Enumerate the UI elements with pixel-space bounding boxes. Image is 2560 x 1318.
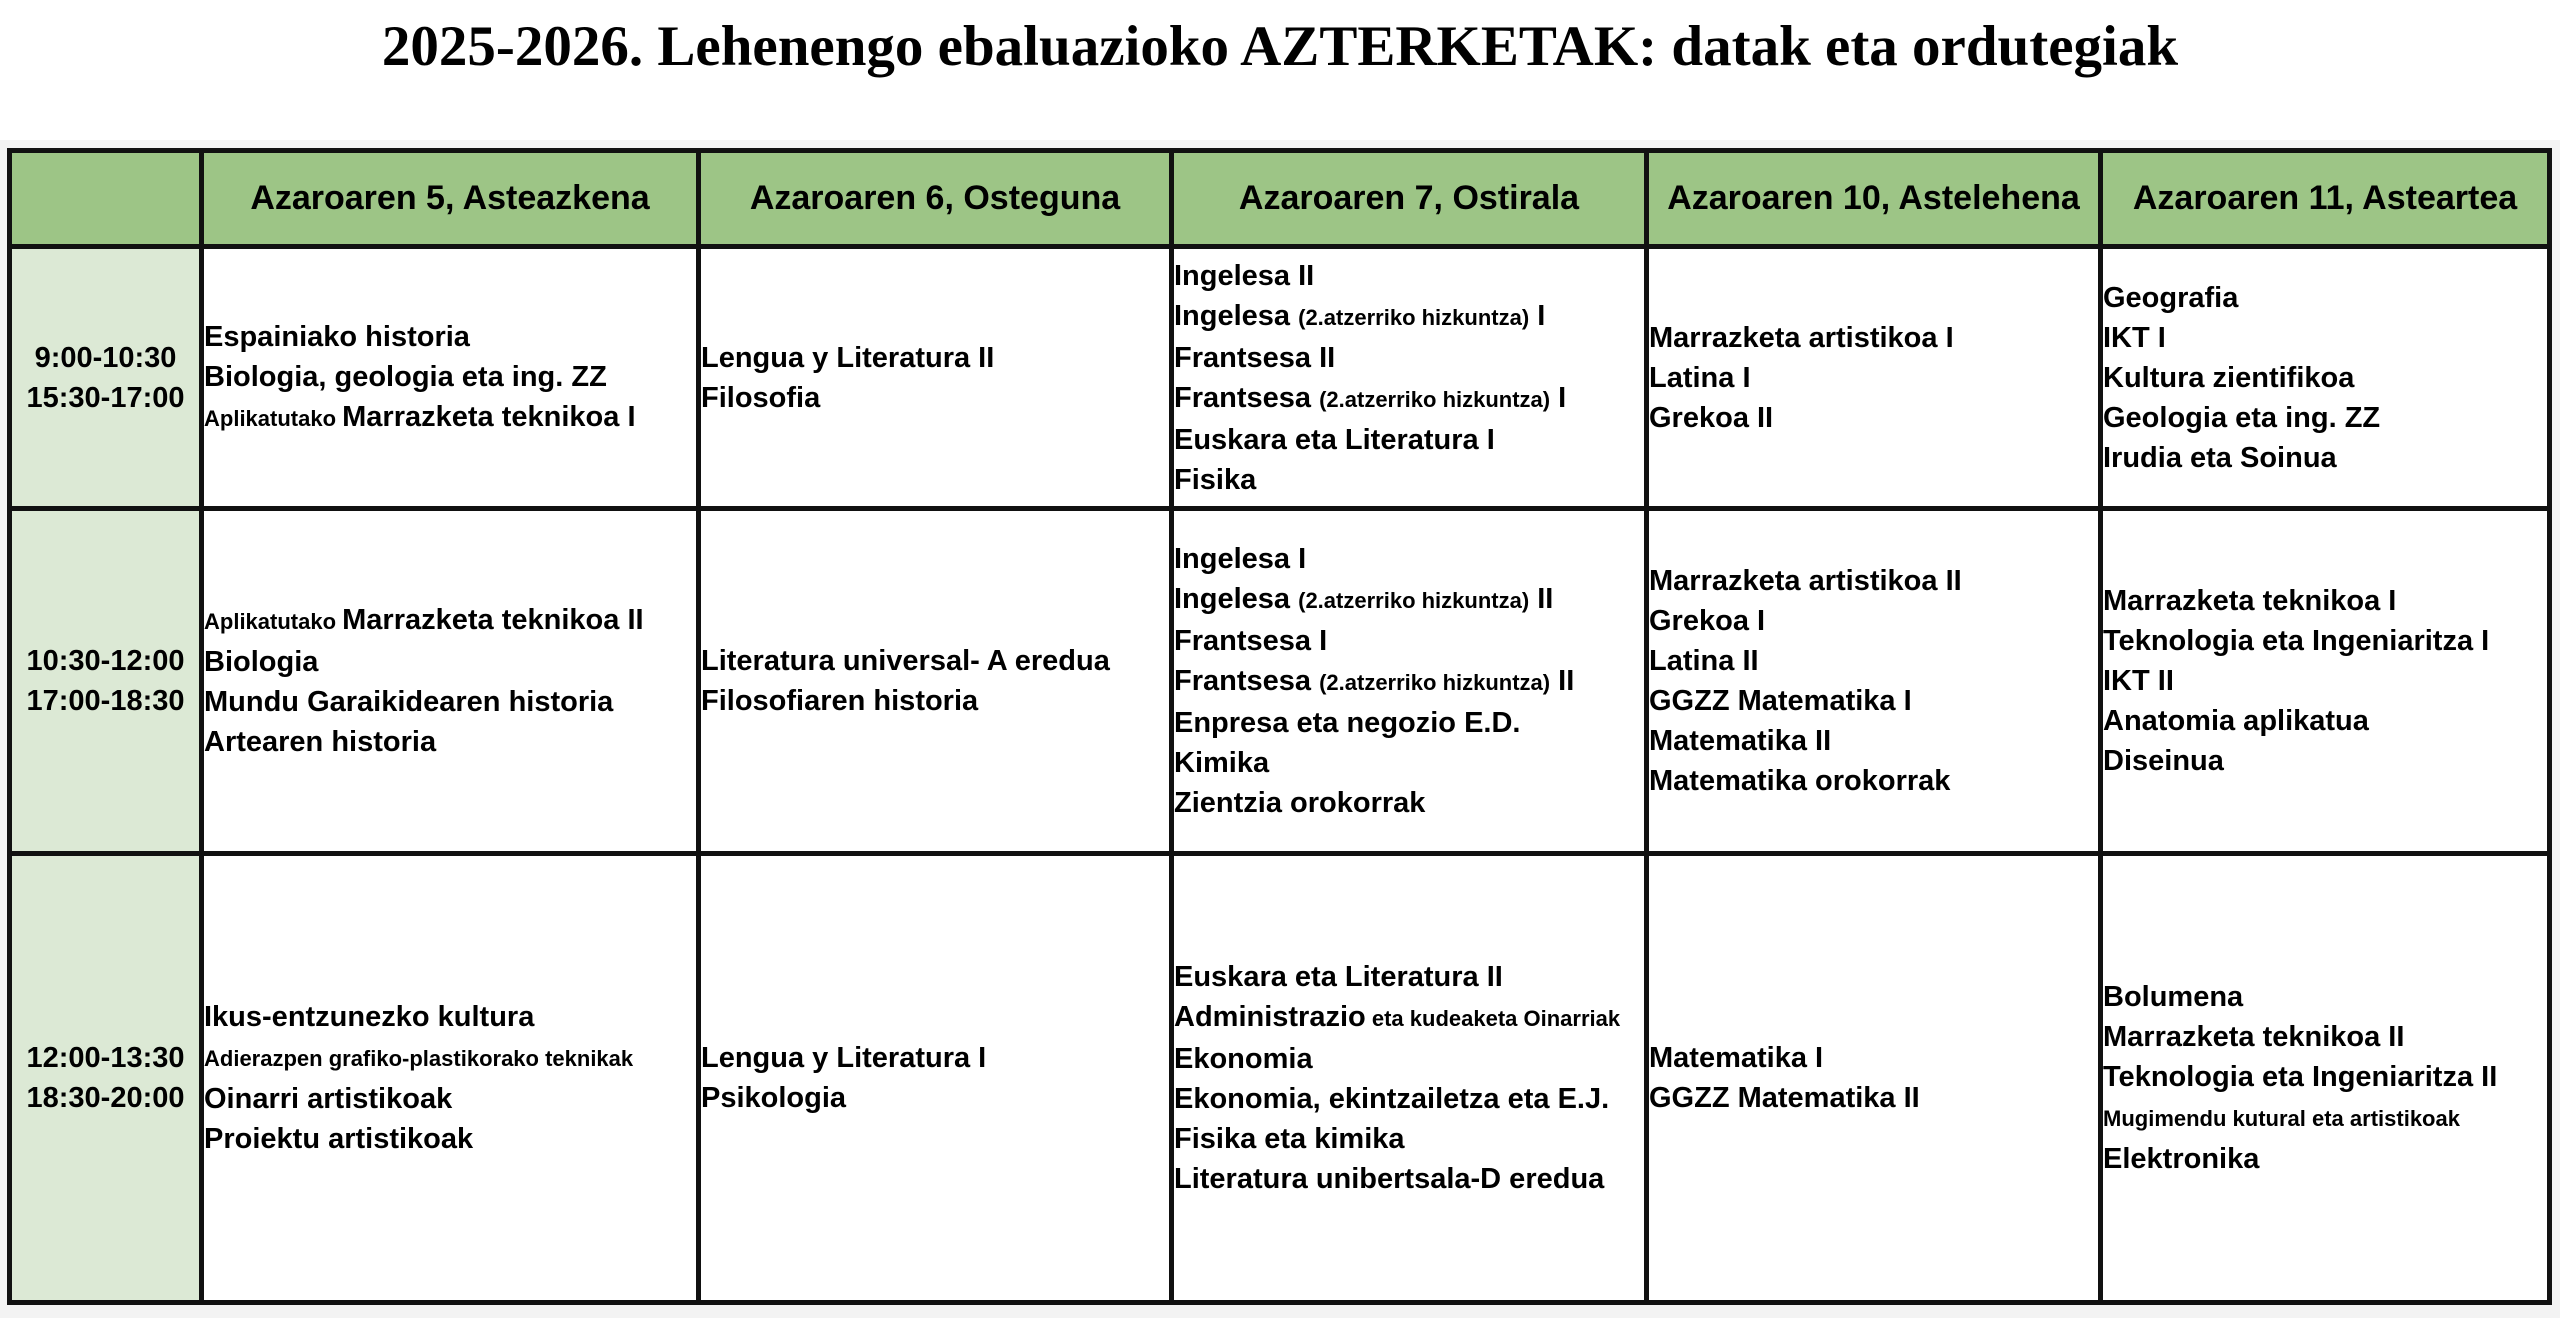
exam-cell [202,247,699,509]
exam-subject [1174,460,1644,500]
exam-subject [204,600,696,642]
exam-subject [1649,681,2098,721]
exam-subject-text: IKT II [2103,665,2174,697]
exam-subject [1174,957,1644,997]
exam-subject-text: II [1550,665,1575,697]
exam-subject-text: Teknologia eta Ingeniaritza I [2103,625,2490,657]
exam-subject-text: Ingelesa [1174,299,1299,332]
exam-subject [2103,1057,2547,1097]
exam-subject-text: Irudia eta Soinua [2103,441,2337,474]
exam-subject [2103,278,2547,318]
exam-subject-text: Biologia, geologia eta ing. ZZ [204,360,607,393]
exam-subject-text: Marrazketa teknikoa I [342,400,636,433]
exam-subject [1174,256,1644,296]
exam-subject-text: IKT I [2103,321,2166,354]
exam-subject-text: Ingelesa II [1174,259,1315,292]
exam-subject-text: (2.atzerriko hizkuntza) [1298,588,1530,613]
exam-subject [1649,721,2098,761]
exam-subject [204,722,696,762]
day-header-1: Azaroaren 5, Asteazkena [202,151,699,247]
exam-subject [701,681,1169,721]
exam-subject-text: GGZZ Matematika II [1649,1082,1920,1114]
exam-cell [2101,509,2550,854]
exam-subject [1649,358,2098,398]
exam-subject [1649,1078,2098,1118]
exam-cell [1172,509,1647,854]
exam-subject-text: Anatomia aplikatua [2103,705,2369,737]
morning-time: 12:00-13:30 [26,1042,185,1074]
time-slot-label [10,509,202,854]
exam-subject-text: Ekonomia [1174,1043,1313,1075]
exam-subject-text: Geografia [2103,281,2239,314]
exam-subject [1649,1038,2098,1078]
exam-subject [2103,398,2547,438]
exam-subject-text: Latina II [1649,645,1759,677]
day-header-2: Azaroaren 6, Osteguna [699,151,1172,247]
afternoon-time: 18:30-20:00 [26,1082,185,1114]
exam-subject [1174,539,1644,579]
exam-subject [1174,378,1644,420]
exam-subject [2103,661,2547,701]
exam-subject [2103,1017,2547,1057]
exam-subject-text: Matematika orokorrak [1649,765,1951,797]
exam-subject [1174,661,1644,703]
exam-subject-text: Aplikatutako [204,405,343,431]
exam-subject-text: Marrazketa teknikoa I [2103,585,2397,617]
exam-subject-text: Filosofia [701,381,821,414]
exam-subject-text: Zientzia orokorrak [1174,787,1426,819]
exam-subject-text: Euskara eta Literatura I [1174,423,1495,456]
exam-subject [1174,579,1644,621]
exam-subject [1174,1039,1644,1079]
exam-subject [1174,703,1644,743]
exam-subject-text: Filosofiaren historia [701,685,979,717]
exam-subject [2103,701,2547,741]
exam-subject-text: Literatura universal- A eredua [701,645,1110,677]
exam-subject-text: Mugimendu kutural eta artistikoak [2103,1106,2460,1131]
exam-subject-text: Matematika I [1649,1042,1824,1074]
exam-subject-text: Aplikatutako [204,609,343,634]
exam-subject-text: Bolumena [2103,981,2244,1013]
exam-subject [204,997,696,1037]
exam-subject-text: Frantsesa [1174,665,1320,697]
exam-subject-text: Literatura unibertsala-D eredua [1174,1163,1605,1195]
exam-subject-text: I [1529,299,1546,332]
exam-subject [2103,581,2547,621]
exam-subject [204,317,696,357]
day-header-3: Azaroaren 7, Ostirala [1172,151,1647,247]
exam-subject-text: Grekoa II [1649,401,1774,434]
exam-subject-text: Matematika II [1649,725,1832,757]
exam-subject [204,1037,696,1079]
exam-subject-text: (2.atzerriko hizkuntza) [1298,304,1530,330]
exam-cell [1647,509,2101,854]
exam-schedule-table [7,148,2552,1305]
exam-subject [204,682,696,722]
time-slot-row-3 [10,854,2550,1303]
exam-subject [1174,1159,1644,1199]
exam-subject [204,357,696,397]
morning-time: 9:00-10:30 [34,341,177,374]
exam-subject [2103,1139,2547,1179]
exam-subject-text: Teknologia eta Ingeniaritza II [2103,1061,2498,1093]
exam-subject [2103,318,2547,358]
exam-subject-text: Frantsesa II [1174,341,1336,374]
afternoon-time: 15:30-17:00 [26,381,185,414]
exam-subject [1174,783,1644,823]
exam-subject [1649,398,2098,438]
exam-subject-text: Grekoa I [1649,605,1766,637]
exam-subject-text: Diseinua [2103,745,2224,777]
exam-subject-text: Frantsesa [1174,381,1320,414]
exam-subject-text: Enpresa eta negozio E.D. [1174,707,1521,739]
exam-subject-text: Espainiako historia [204,320,470,353]
exam-subject-text: Oinarri artistikoak [204,1083,453,1115]
exam-subject-text: Geologia eta ing. ZZ [2103,401,2381,434]
exam-subject-text: GGZZ Matematika I [1649,685,1912,717]
exam-subject [1174,1119,1644,1159]
exam-subject [2103,358,2547,398]
exam-subject-text: Ingelesa [1174,583,1299,615]
exam-subject [701,1078,1169,1118]
corner-cell [10,151,202,247]
exam-subject [1174,420,1644,460]
exam-subject-text: (2.atzerriko hizkuntza) [1319,386,1551,412]
exam-cell [1647,854,2101,1303]
exam-cell [202,854,699,1303]
exam-subject-text: Euskara eta Literatura II [1174,961,1503,993]
exam-subject [2103,621,2547,661]
exam-subject [204,1119,696,1159]
exam-subject-text: Lengua y Literatura I [701,1042,987,1074]
exam-subject-text: Elektronika [2103,1143,2260,1175]
time-slot-row-2 [10,509,2550,854]
exam-subject [701,338,1169,378]
page-title: 2025-2026. Lehenengo ebaluazioko AZTERKETAK: datak eta ordutegiak [381,14,2179,78]
exam-cell [699,854,1172,1303]
exam-subject [1174,743,1644,783]
header-row [10,151,2550,247]
exam-subject-text: Marrazketa artistikoa II [1649,565,1962,597]
exam-subject-text: Marrazketa teknikoa II [2103,1021,2405,1053]
exam-subject [204,397,696,439]
afternoon-time: 17:00-18:30 [26,685,185,717]
exam-subject-text: Kimika [1174,747,1270,779]
exam-cell [2101,247,2550,509]
time-slot-label [10,247,202,509]
exam-subject-text: Mundu Garaikidearen historia [204,686,614,718]
exam-subject-text: eta E.J. [1507,1083,1610,1115]
exam-subject-text: Frantsesa I [1174,625,1328,657]
time-slot-label [10,854,202,1303]
exam-cell [699,509,1172,854]
exam-subject-text: Marrazketa teknikoa II [342,604,644,636]
exam-subject-text: Marrazketa artistikoa I [1649,321,1954,354]
exam-subject [1649,561,2098,601]
exam-subject-text: I [1550,381,1567,414]
exam-subject-text: Latina I [1649,361,1751,394]
day-header-4: Azaroaren 10, Astelehena [1647,151,2101,247]
exam-subject [1649,318,2098,358]
exam-subject-text: (2.atzerriko hizkuntza) [1319,670,1551,695]
exam-subject-text: Kultura zientifikoa [2103,361,2355,394]
exam-subject [2103,977,2547,1017]
exam-subject [1174,997,1644,1039]
exam-subject [701,378,1169,418]
exam-subject [701,641,1169,681]
exam-subject [2103,1097,2547,1139]
day-header-5: Azaroaren 11, Asteartea [2101,151,2550,247]
exam-cell [699,247,1172,509]
exam-cell [2101,854,2550,1303]
exam-subject-text: Lengua y Literatura II [701,341,995,374]
exam-subject [701,1038,1169,1078]
time-slot-row-1 [10,247,2550,509]
exam-subject [204,1079,696,1119]
exam-subject-text: Proiektu artistikoak [204,1123,474,1155]
exam-subject-text: eta kudeaketa Oinarriak [1365,1006,1621,1031]
exam-subject [2103,741,2547,781]
exam-subject-text: Fisika eta kimika [1174,1123,1405,1155]
exam-subject-text: Ingelesa I [1174,543,1307,575]
exam-cell [1647,247,2101,509]
exam-subject-text: Biologia [204,646,319,678]
exam-subject [1174,296,1644,338]
exam-subject-text: Administrazio [1174,1001,1366,1033]
exam-subject [1649,761,2098,801]
exam-subject [1174,1079,1644,1119]
exam-subject-text: II [1529,583,1554,615]
exam-subject [1174,621,1644,661]
exam-subject-text: Adierazpen grafiko-plastikorako teknikak [204,1046,634,1071]
exam-subject [1174,338,1644,378]
exam-subject [204,642,696,682]
exam-subject-text: Psikologia [701,1082,847,1114]
exam-cell [202,509,699,854]
exam-subject-text: Fisika [1174,463,1257,496]
exam-subject-text: Artearen historia [204,726,437,758]
exam-subject-text: Ikus-entzunezko kultura [204,1001,535,1033]
exam-subject [1649,601,2098,641]
morning-time: 10:30-12:00 [26,645,185,677]
exam-cell [1172,247,1647,509]
exam-cell [1172,854,1647,1303]
exam-subject [2103,438,2547,478]
exam-subject-text: Ekonomia, ekintzailetza [1174,1083,1508,1115]
exam-subject [1649,641,2098,681]
